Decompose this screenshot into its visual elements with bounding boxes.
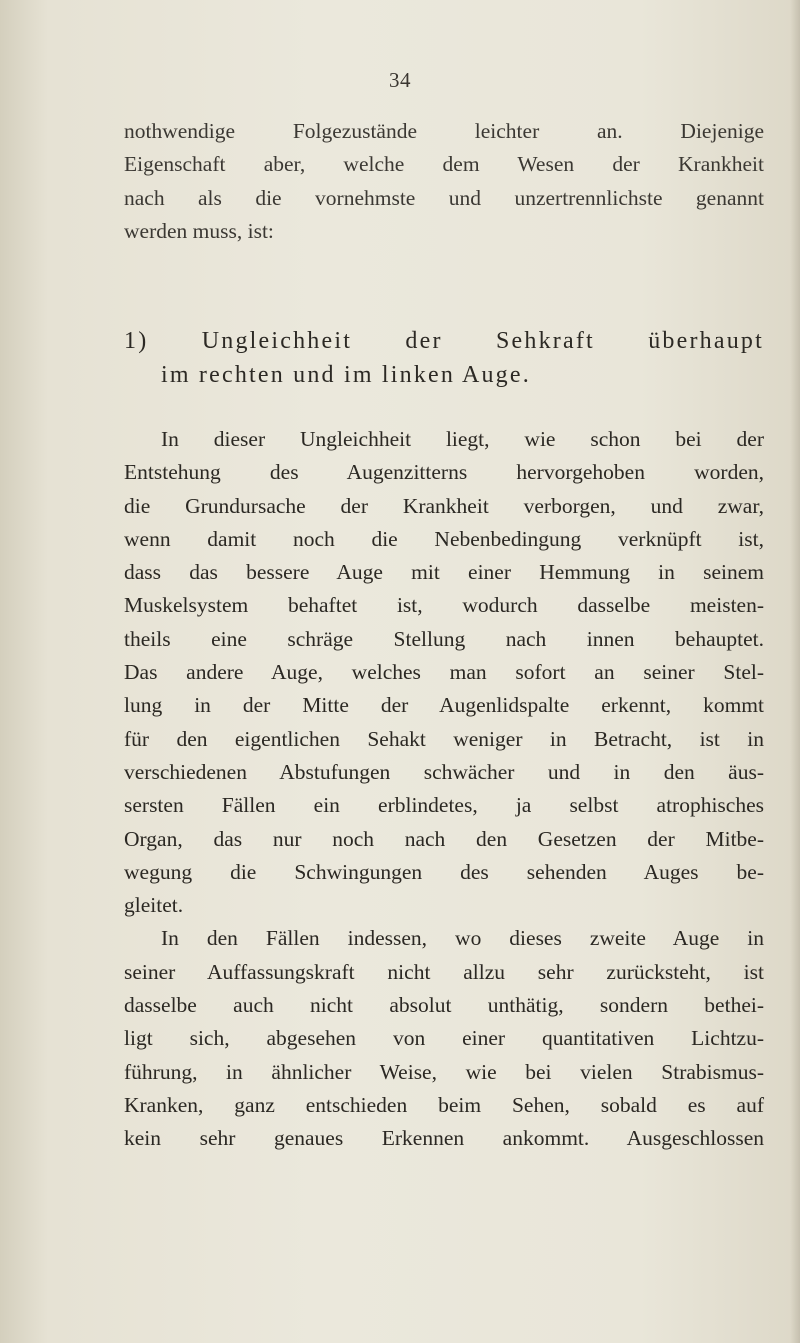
text-line: wegung die Schwingungen des sehenden Auges be- [124,859,764,884]
text-line: Kranken, ganz entschieden beim Sehen, sobald es auf [124,1092,764,1117]
text-line: für den eigentlichen Sehakt weniger in Betracht, ist in [124,726,764,751]
text-line: die Grundursache der Krankheit verborgen, und zwar, [124,493,764,518]
text-line: Entstehung des Augenzitterns hervorgehoben worden, [124,460,764,485]
heading-line-1: 1) Ungleichheit der Sehkraft überhaupt [124,328,764,354]
page-number: 34 [389,68,411,92]
text-line: wenn damit noch die Nebenbedingung verknüpft ist, [124,526,764,551]
text-line: gleitet. [124,893,184,918]
text-line: verschiedenen Abstufungen schwächer und in den äus- [124,759,764,784]
text-line: nothwendige Folgezustände leichter an. Diejenige [124,119,764,143]
text-line: ligt sich, abgesehen von einer quantitativen Lichtzu- [124,1026,764,1051]
text-line: Das andere Auge, welches man sofort an seiner Stel- [124,660,764,685]
text-line: Muskelsystem behaftet ist, wodurch dasselbe meisten- [124,593,764,618]
text-line: sersten Fällen ein erblindetes, ja selbst atrophisches [124,793,764,818]
text-line: nach als die vornehmste und unzertrennlichste genannt [124,185,764,210]
text-line: lung in der Mitte der Augenlidspalte erkennt, kommt [124,693,764,718]
text-line: Eigenschaft aber, welche dem Wesen der Krankheit [124,152,764,177]
body-paragraphs [124,423,764,1156]
intro-paragraph [124,115,764,248]
heading-line-2: im rechten und im linken Auge. [161,362,531,388]
text-line: In den Fällen indessen, wo dieses zweite Auge in [161,926,764,951]
text-line: In dieser Ungleichheit liegt, wie schon bei der [161,427,764,451]
text-line: führung, in ähnlicher Weise, wie bei vielen Strabismus- [124,1059,764,1084]
text-line: seiner Auffassungskraft nicht allzu sehr zurücksteht, ist [124,959,764,984]
text-line: kein sehr genaues Erkennen ankommt. Ausgeschlossen [124,1126,764,1151]
text-line: werden muss, ist: [124,218,274,243]
section-heading [124,324,764,392]
text-line: dasselbe auch nicht absolut unthätig, sondern bethei- [124,993,764,1018]
text-line: dass das bessere Auge mit einer Hemmung in seinem [124,560,764,585]
text-line: theils eine schräge Stellung nach innen behauptet. [124,626,764,651]
text-line: Organ, das nur noch nach den Gesetzen der Mitbe- [124,826,764,851]
page-edge-shadow [790,0,800,1343]
